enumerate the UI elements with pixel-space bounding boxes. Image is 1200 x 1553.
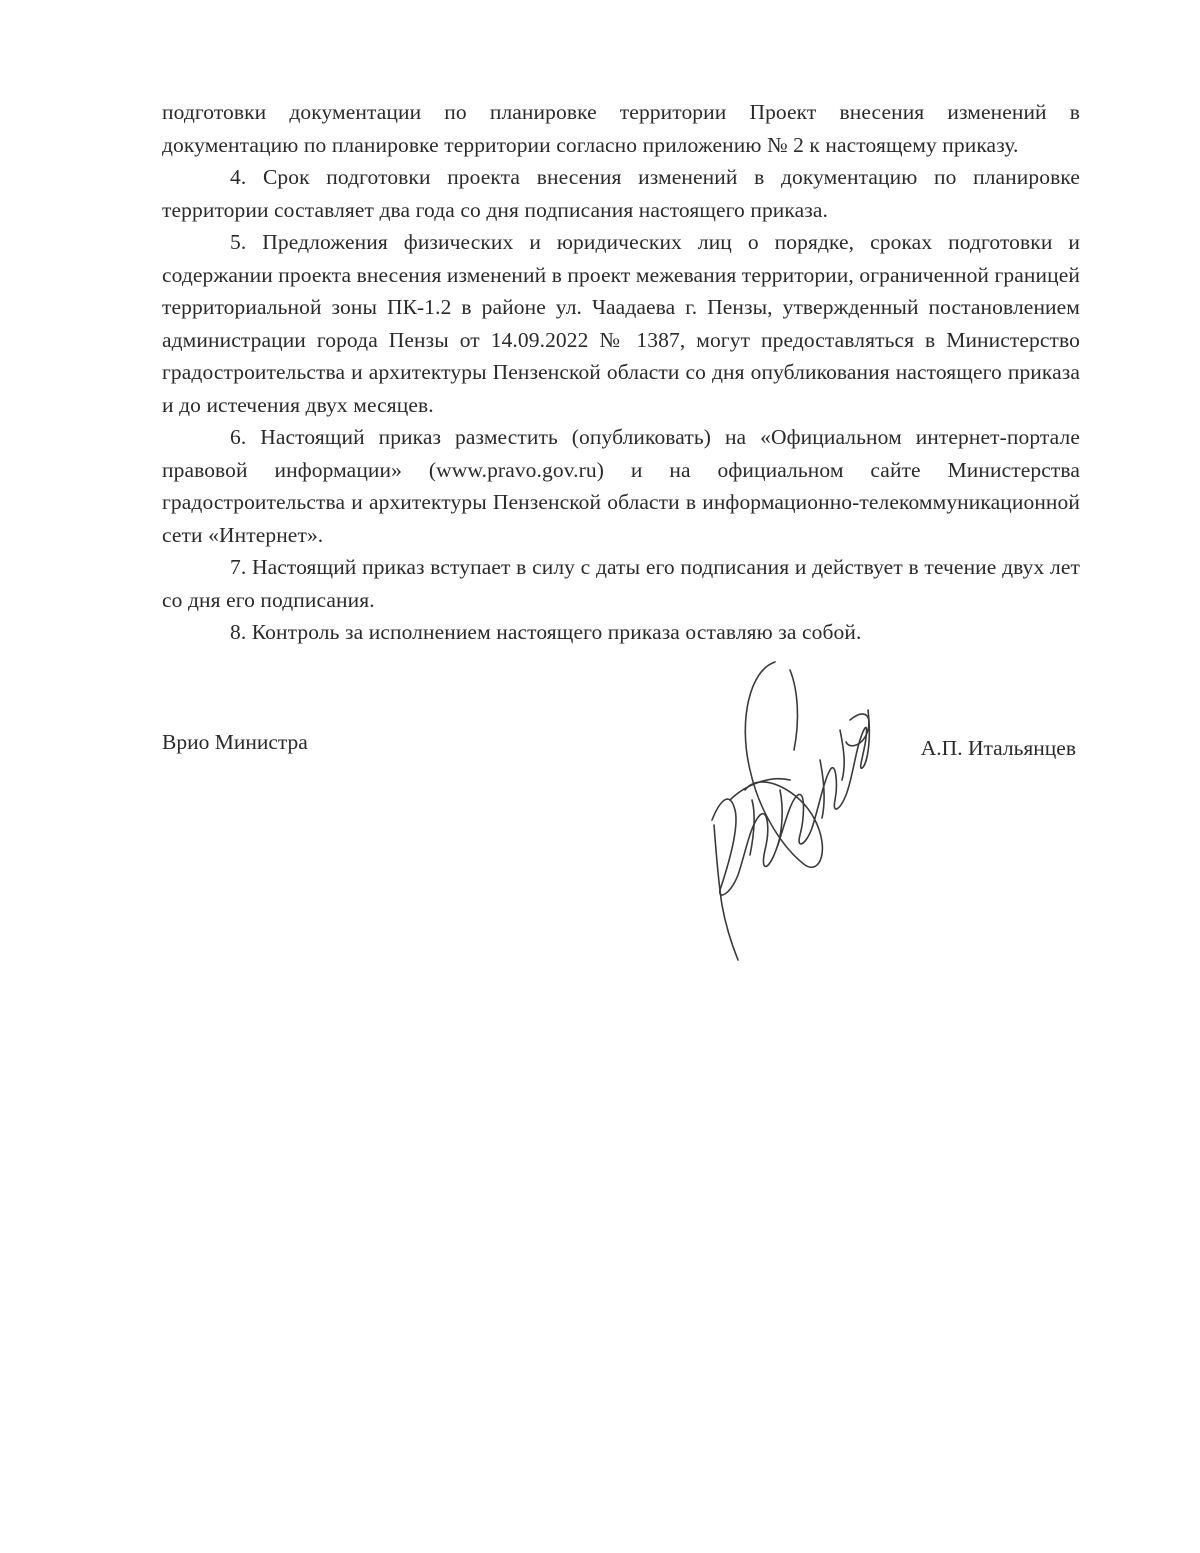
paragraph-continuation: подготовки документации по планировке территории Проект внесения изменений в документацию по планировке территории согласно приложению № 2 к настоящему приказу. <box>162 100 1080 157</box>
paragraph-item-8: 8. Контроль за исполнением настоящего приказа оставляю за собой. <box>230 620 862 644</box>
paragraph-item-7: 7. Настоящий приказ вступает в силу с даты его подписания и действует в течение двух лет со дня его подписания. <box>162 555 1080 612</box>
document-body <box>162 96 1080 649</box>
signature-block <box>162 730 1080 770</box>
paragraph-item-6: 6. Настоящий приказ разместить (опубликовать) на «Официальном интернет-портале правовой информации» (www.pravo.gov.ru) и на официальном сайте Министерства градостроительства и архитектуры Пензенской области в информационно-телекоммуникационной сети «Интернет». <box>162 425 1080 547</box>
handwritten-signature-icon <box>690 650 890 970</box>
signer-name: А.П. Итальянцев <box>920 736 1076 760</box>
paragraph-item-4: 4. Срок подготовки проекта внесения изменений в документацию по планировке территории составляет два года со дня подписания настоящего приказа. <box>162 165 1080 222</box>
signer-role: Врио Министра <box>162 730 308 754</box>
paragraph-item-5: 5. Предложения физических и юридических лиц о порядке, сроках подготовки и содержании проекта внесения изменений в проект межевания территории, ограниченной границей территориальной зоны ПК-1.2 в районе ул. Чаадаева г. Пензы, утвержденный постановлением администрации города Пензы от 14.09.2022 № 1387, могут предоставляться в Министерство градостроительства и архитектуры Пензенской области со дня опубликования настоящего приказа и до истечения двух месяцев. <box>162 230 1080 417</box>
